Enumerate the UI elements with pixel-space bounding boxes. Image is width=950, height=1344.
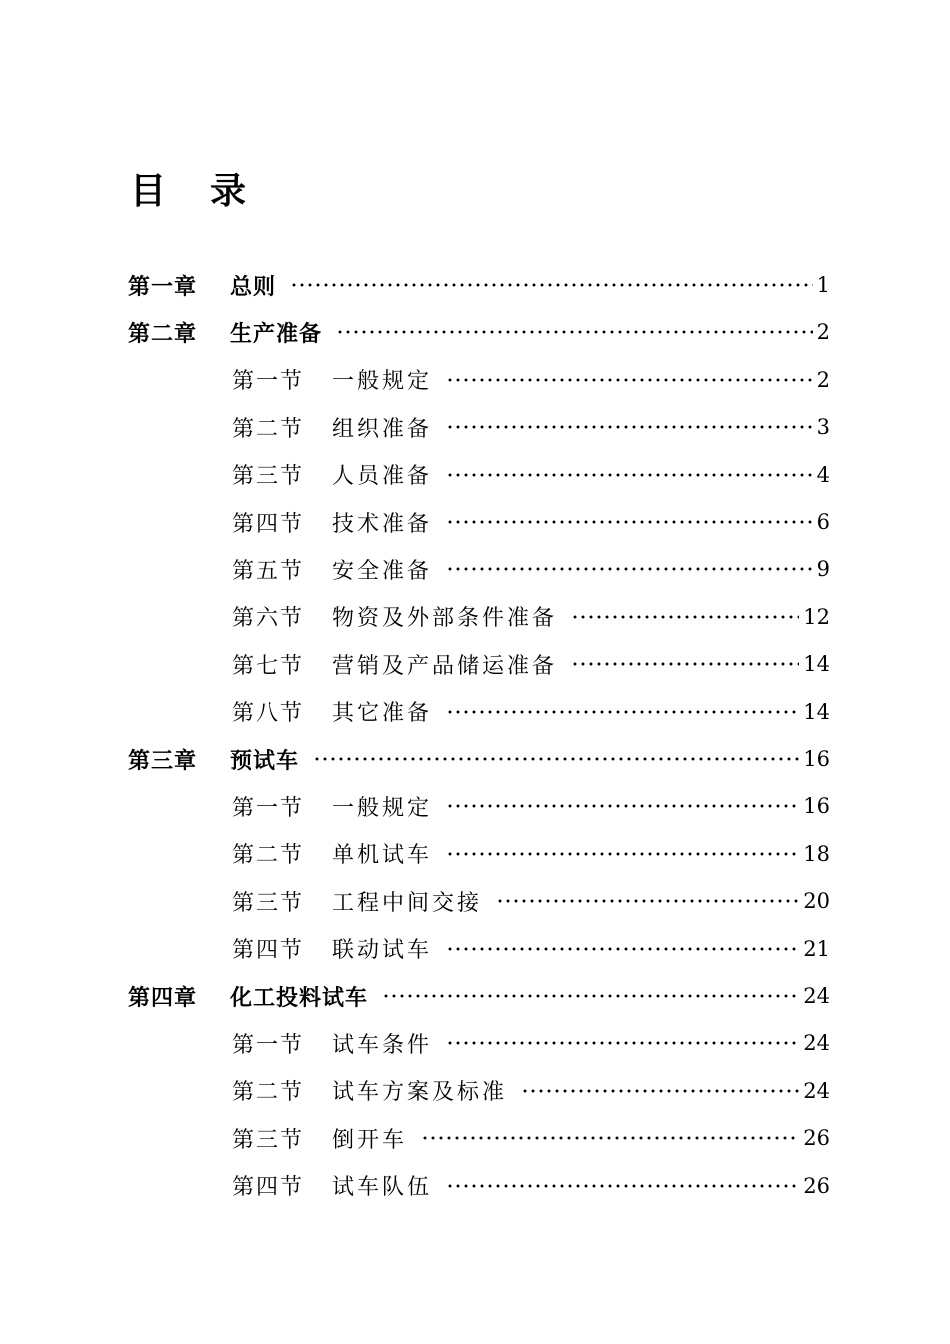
dot-leader (521, 1074, 799, 1108)
toc-section-entry[interactable] (232, 884, 830, 918)
section-title: 倒开车 (332, 1127, 408, 1153)
page-number: 2 (816, 320, 830, 345)
section-number: 第二节 (232, 1080, 305, 1106)
section-title: 一般规定 (332, 369, 433, 395)
section-title: 安全准备 (332, 558, 433, 584)
section-number: 第三节 (232, 1127, 305, 1153)
page-number: 24 (803, 1031, 830, 1056)
section-title: 一般规定 (332, 795, 433, 821)
section-title: 其它准备 (332, 701, 433, 727)
page-number: 24 (803, 1078, 830, 1103)
page-number: 18 (803, 841, 830, 866)
page-number: 14 (803, 652, 830, 677)
dot-leader (446, 789, 799, 823)
section-number: 第一节 (232, 1032, 305, 1058)
toc-section-entry[interactable] (232, 1074, 830, 1108)
dot-leader (446, 458, 813, 492)
section-number: 第三节 (232, 464, 305, 490)
toc-section-entry[interactable] (232, 647, 830, 681)
toc-section-entry[interactable] (232, 410, 830, 444)
dot-leader (571, 600, 799, 634)
section-number: 第四节 (232, 511, 305, 537)
page-number: 20 (803, 889, 830, 914)
toc-section-entry[interactable] (232, 789, 830, 823)
page-number: 24 (803, 984, 830, 1008)
toc-section-entry[interactable] (232, 1121, 830, 1155)
page-number: 16 (803, 747, 830, 771)
section-number: 第三节 (232, 890, 305, 916)
toc-section-entry[interactable] (232, 1026, 830, 1060)
page-number: 21 (803, 936, 830, 961)
toc-section-entry[interactable] (232, 363, 830, 397)
section-number: 第二节 (232, 416, 305, 442)
dot-leader (336, 315, 813, 349)
page-number: 3 (816, 415, 830, 440)
section-title: 试车方案及标准 (332, 1080, 508, 1106)
page-number: 12 (803, 604, 830, 629)
chapter-number: 第四章 (128, 984, 198, 1011)
page-number: 2 (816, 367, 830, 392)
page-number: 26 (803, 1173, 830, 1198)
dot-leader (446, 363, 813, 397)
dot-leader (421, 1121, 799, 1155)
chapter-title: 预试车 (230, 747, 300, 774)
toc-chapter-entry[interactable] (128, 315, 830, 349)
section-title: 组织准备 (332, 416, 433, 442)
chapter-title: 总则 (230, 273, 277, 300)
chapter-number: 第二章 (128, 320, 198, 347)
toc-section-entry[interactable] (232, 695, 830, 729)
dot-leader (313, 742, 799, 776)
section-number: 第五节 (232, 558, 305, 584)
title-char-2: 录 (210, 170, 247, 212)
page-number: 6 (816, 510, 830, 534)
chapter-title: 生产准备 (230, 320, 323, 347)
page-number: 14 (803, 699, 830, 724)
toc-section-entry[interactable] (232, 458, 830, 492)
section-title: 技术准备 (332, 511, 433, 537)
chapter-number: 第一章 (128, 273, 198, 300)
toc-chapter-entry[interactable] (128, 742, 830, 776)
dot-leader (446, 695, 799, 729)
dot-leader (290, 268, 813, 302)
section-number: 第六节 (232, 606, 305, 632)
dot-leader (446, 837, 799, 871)
section-title: 试车条件 (332, 1032, 433, 1058)
section-title: 营销及产品储运准备 (332, 653, 558, 679)
dot-leader (446, 505, 813, 539)
toc-section-entry[interactable] (232, 600, 830, 634)
section-number: 第七节 (232, 653, 305, 679)
section-number: 第八节 (232, 701, 305, 727)
dot-leader (382, 979, 799, 1013)
section-number: 第一节 (232, 369, 305, 395)
dot-leader (446, 932, 799, 966)
page-number: 9 (816, 557, 830, 582)
toc-section-entry[interactable] (232, 552, 830, 586)
section-title: 工程中间交接 (332, 890, 483, 916)
toc-chapter-entry[interactable] (128, 268, 830, 302)
dot-leader (446, 552, 813, 586)
section-title: 联动试车 (332, 938, 433, 964)
section-title: 物资及外部条件准备 (332, 606, 558, 632)
page-number: 1 (816, 273, 830, 297)
toc-section-entry[interactable] (232, 932, 830, 966)
dot-leader (496, 884, 799, 918)
section-title: 人员准备 (332, 464, 433, 490)
title-char-1: 目 (130, 170, 167, 212)
section-number: 第二节 (232, 843, 305, 869)
section-number: 第四节 (232, 938, 305, 964)
section-title: 单机试车 (332, 843, 433, 869)
section-title: 试车队伍 (332, 1175, 433, 1201)
toc-chapter-entry[interactable] (128, 979, 830, 1013)
section-number: 第一节 (232, 795, 305, 821)
dot-leader (446, 410, 813, 444)
page-number: 16 (803, 794, 830, 819)
page-number: 26 (803, 1126, 830, 1151)
toc-section-entry[interactable] (232, 1169, 830, 1203)
dot-leader (571, 647, 799, 681)
chapter-title: 化工投料试车 (230, 984, 369, 1011)
dot-leader (446, 1026, 799, 1060)
page-number: 4 (816, 462, 830, 487)
section-number: 第四节 (232, 1175, 305, 1201)
chapter-number: 第三章 (128, 747, 198, 774)
dot-leader (446, 1169, 799, 1203)
toc-section-entry[interactable] (232, 837, 830, 871)
toc-section-entry[interactable] (232, 505, 830, 539)
